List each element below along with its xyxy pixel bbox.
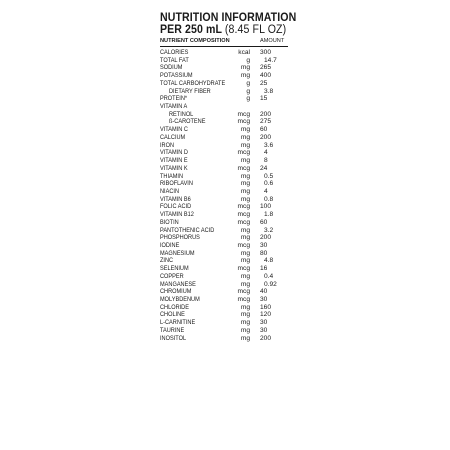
nutrient-name: CHLORIDE [160,303,189,311]
nutrient-row [160,219,288,227]
nutrient-row [160,327,288,335]
serving-size-metric: PER 250 mL [160,24,222,36]
nutrient-unit: mg [240,195,250,203]
nutrient-unit: mg [240,319,250,327]
nutrient-row [160,118,288,126]
nutrient-amount: 60 [260,218,268,226]
nutrient-unit: mcg [237,110,250,118]
nutrient-amount: 200 [260,334,272,342]
nutrient-amount: 0.5 [264,172,274,180]
nutrient-unit: mg [240,257,250,265]
nutrient-amount: 80 [260,249,268,257]
nutrient-unit: g [246,87,250,95]
nutrient-unit: mg [240,226,250,234]
nutrient-amount: 0.6 [264,180,274,188]
nutrient-row [160,288,288,296]
nutrient-unit: mg [240,133,250,141]
serving-size [160,24,287,36]
nutrient-amount: 0.92 [264,280,277,288]
nutrient-unit: mg [240,187,250,195]
nutrient-name: L-CARNITINE [160,319,196,327]
nutrient-unit: mcg [237,288,250,296]
nutrient-row [160,234,288,242]
nutrient-unit: mcg [237,218,250,226]
nutrient-row [160,126,288,134]
nutrient-unit: mg [240,141,250,149]
nutrient-row [160,88,288,96]
nutrient-name: VITAMIN C [160,126,188,134]
nutrient-name: VITAMIN K [160,164,188,172]
nutrient-unit: mg [240,172,250,180]
nutrient-row [160,103,288,111]
nutrient-row [160,257,288,265]
nutrient-unit: mg [240,126,250,134]
nutrient-name: SELENIUM [160,265,189,273]
nutrient-amount: 14.7 [264,56,277,64]
nutrient-name: VITAMIN B12 [160,211,194,219]
nutrient-row [160,157,288,165]
nutrient-unit: mg [240,157,250,165]
nutrient-amount: 60 [260,126,268,134]
nutrient-name: VITAMIN E [160,157,188,165]
nutrient-row [160,227,288,235]
nutrient-row [160,64,288,72]
nutrient-name: VITAMIN D [160,149,188,157]
nutrient-amount: 30 [260,326,268,334]
nutrient-amount: 15 [260,95,268,103]
nutrient-row [160,95,288,103]
nutrient-amount: 200 [260,110,272,118]
nutrient-unit: mg [240,326,250,334]
nutrient-row [160,111,288,119]
nutrient-unit: mg [240,64,250,72]
nutrient-name: PROTEIN* [160,95,188,103]
nutrient-amount: 25 [260,79,268,87]
nutrient-unit: mg [240,272,250,280]
nutrient-row [160,142,288,150]
nutrient-amount: 265 [260,64,272,72]
nutrient-name: CALCIUM [160,133,186,141]
nutrient-name: IODINE [160,241,180,249]
nutrient-row [160,211,288,219]
nutrient-name: TOTAL CARBOHYDRATE [160,79,226,87]
nutrient-amount: 30 [260,241,268,249]
nutrient-row [160,173,288,181]
nutrient-row [160,80,288,88]
nutrition-panel [160,12,297,342]
nutrient-unit: mcg [237,265,250,273]
nutrient-unit: mcg [237,149,250,157]
nutrient-row [160,188,288,196]
nutrient-amount: 400 [260,72,272,80]
nutrient-unit: mg [240,280,250,288]
nutrient-name: FOLIC ACID [160,203,192,211]
nutrient-unit: g [246,79,250,87]
nutrient-unit: mg [240,303,250,311]
nutrient-name: PANTOTHENIC ACID [160,226,215,234]
nutrient-row [160,49,288,57]
nutrient-amount: 120 [260,311,272,319]
header-composition: NUTRIENT COMPOSITION [160,38,230,44]
nutrient-amount: 4 [264,187,268,195]
nutrient-unit: mcg [237,296,250,303]
nutrient-amount: 3.6 [264,141,274,149]
panel-title: NUTRITION INFORMATION [160,12,297,24]
nutrient-row [160,203,288,211]
nutrient-unit: mg [240,334,250,342]
nutrient-row [160,281,288,289]
nutrient-row [160,57,288,65]
nutrient-unit: mg [240,72,250,80]
nutrient-row [160,296,288,304]
nutrient-name: PHOSPHORUS [160,234,200,242]
nutrient-amount: 30 [260,296,268,303]
nutrient-row [160,196,288,204]
nutrient-row [160,165,288,173]
nutrient-name: CALORIES [160,49,189,56]
nutrient-unit: kcal [238,49,250,56]
nutrient-name: MOLYBDENUM [160,296,200,303]
nutrient-name: RETINOL [169,110,194,118]
nutrient-amount: 300 [260,49,272,56]
nutrient-amount: 3.2 [264,226,274,234]
nutrient-amount: 8 [264,157,268,165]
nutrient-unit: mcg [237,118,250,126]
nutrient-name: THIAMIN [160,172,184,180]
nutrient-name: MANGANESE [160,280,196,288]
nutrient-unit: g [246,95,250,103]
nutrient-name: SODIUM [160,64,183,72]
nutrient-amount: 200 [260,133,272,141]
nutrient-name: INOSITOL [160,334,187,342]
nutrient-name: CHOLINE [160,311,185,319]
nutrient-amount: 275 [260,118,272,126]
nutrient-name: TAURINE [160,326,185,334]
nutrient-amount: 200 [260,234,272,242]
serving-size-imperial: (8.45 FL OZ) [224,24,287,36]
nutrient-row [160,180,288,188]
nutrient-row [160,265,288,273]
nutrient-name: IRON [160,141,175,149]
nutrient-unit: mcg [237,203,250,211]
nutrient-unit: mg [240,180,250,188]
nutrient-row [160,72,288,80]
nutrient-amount: 16 [260,265,268,273]
nutrient-row [160,319,288,327]
nutrient-unit: mg [240,311,250,319]
nutrient-name: MAGNESIUM [160,249,195,257]
nutrient-row [160,134,288,142]
nutrient-row [160,304,288,312]
nutrient-row [160,149,288,157]
header-amount: AMOUNT [260,38,285,44]
nutrient-name: DIETARY FIBER [169,87,211,95]
nutrient-name: RIBOFLAVIN [160,180,193,188]
nutrient-unit: mg [240,234,250,242]
nutrient-unit: mcg [237,211,250,219]
nutrient-row [160,273,288,281]
nutrient-name: ZINC [160,257,174,265]
nutrient-row [160,250,288,258]
nutrient-amount: 40 [260,288,268,296]
nutrient-name: VITAMIN A [160,103,188,111]
nutrient-name: NIACIN [160,187,180,195]
nutrient-amount: 24 [260,164,268,172]
nutrient-amount: 4 [264,149,268,157]
nutrient-unit: mg [240,249,250,257]
nutrient-amount: 0.4 [264,272,274,280]
nutrient-row [160,311,288,319]
nutrient-table [160,49,288,342]
nutrient-amount: 3.8 [264,87,274,95]
table-header [160,37,288,46]
nutrient-name: BIOTIN [160,218,179,226]
nutrient-amount: 1.8 [264,211,274,219]
nutrient-name: TOTAL FAT [160,56,189,64]
nutrient-amount: 100 [260,203,272,211]
nutrient-row [160,335,288,343]
nutrient-row [160,242,288,250]
nutrient-name: POTASSIUM [160,72,193,80]
nutrient-amount: 160 [260,303,272,311]
nutrient-name: CHROMIUM [160,288,192,296]
header-rule [160,46,288,47]
nutrient-name: COPPER [160,272,184,280]
nutrient-name: ß-CAROTENE [169,118,206,126]
nutrient-unit: mcg [237,241,250,249]
nutrient-amount: 30 [260,319,268,327]
nutrient-amount: 0.8 [264,195,274,203]
nutrient-amount: 4.8 [264,257,274,265]
nutrient-name: VITAMIN B6 [160,195,191,203]
nutrient-unit: mcg [237,164,250,172]
nutrient-unit: g [246,56,250,64]
